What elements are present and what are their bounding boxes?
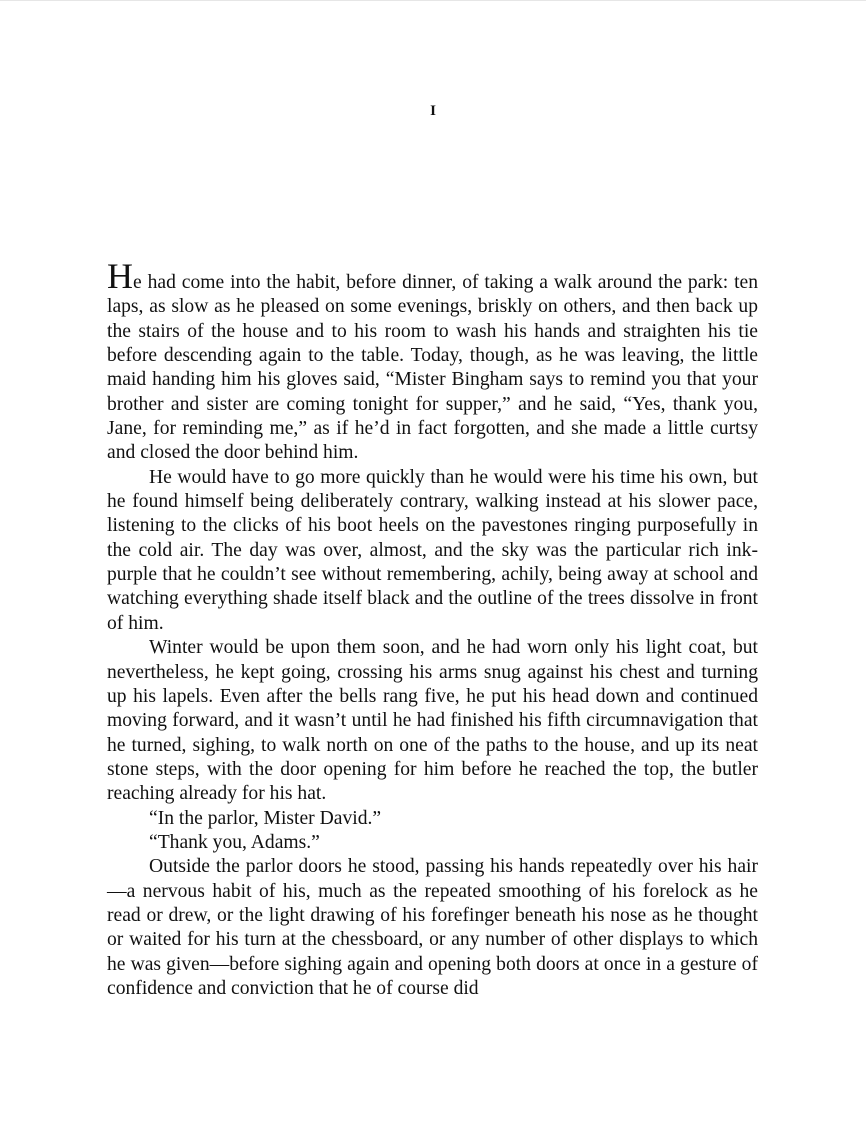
paragraph-1 [107,256,758,466]
chapter-number: I [430,103,436,119]
drop-cap-initial: H [107,256,133,296]
paragraph-2: He would have to go more quickly than he would were his time his own, but he found himself being deliberately contrary, walking instead at his slower pace, listening to the clicks of his boot heels on the pavestones ringing purposefully in the cold air. The day was over, almost, and the sky was the particular rich ink-purple that he couldn’t see without remembering, achily, being away at school and watching everything shade itself black and the outline of the trees dissolve in front of him. [107,466,758,634]
dialogue-line-david: “Thank you, Adams.” [149,831,320,853]
page-top-edge [0,0,866,1]
dialogue-line-butler: “In the parlor, Mister David.” [149,807,382,829]
paragraph-1-text: e had come into the habit, before dinner, of taking a walk around the park: ten laps, as slow as he pleased on some evenings, briskly on others, and then back up the stairs of the house and to his room to wash his hands and straighten his tie before descending again to the table. Today, though, as he was leaving, the little maid handing him his gloves said, “Mister Bingham says to remind you that your brother and sister are coming tonight for supper,” and he said, “Yes, thank you, Jane, for reminding me,” as if he’d in fact forgotten, and she made a little curtsy and closed the door behind him. [107,272,758,464]
paragraph-3: Winter would be upon them soon, and he had worn only his light coat, but nevertheless, he kept going, crossing his arms snug against his chest and turning up his lapels. Even after the bells rang five, he put his head down and continued moving forward, and it wasn’t until he had finished his fifth circumnavigation that he turned, sighing, to walk north on one of the paths to the house, and up its neat stone steps, with the door opening for him before he reached the top, the butler reaching already for his hat. [107,637,758,805]
chapter-body [107,256,758,1001]
paragraph-6: Outside the parlor doors he stood, passing his hands repeatedly over his hair—a nervous habit of his, much as the repeated smoothing of his forelock as he read or drew, or the light drawing of his forefinger beneath his nose as he thought or waited for his turn at the chessboard, or any number of other displays to which he was given—before sighing again and opening both doors at once in a gesture of confidence and conviction that he of course did [107,856,758,999]
